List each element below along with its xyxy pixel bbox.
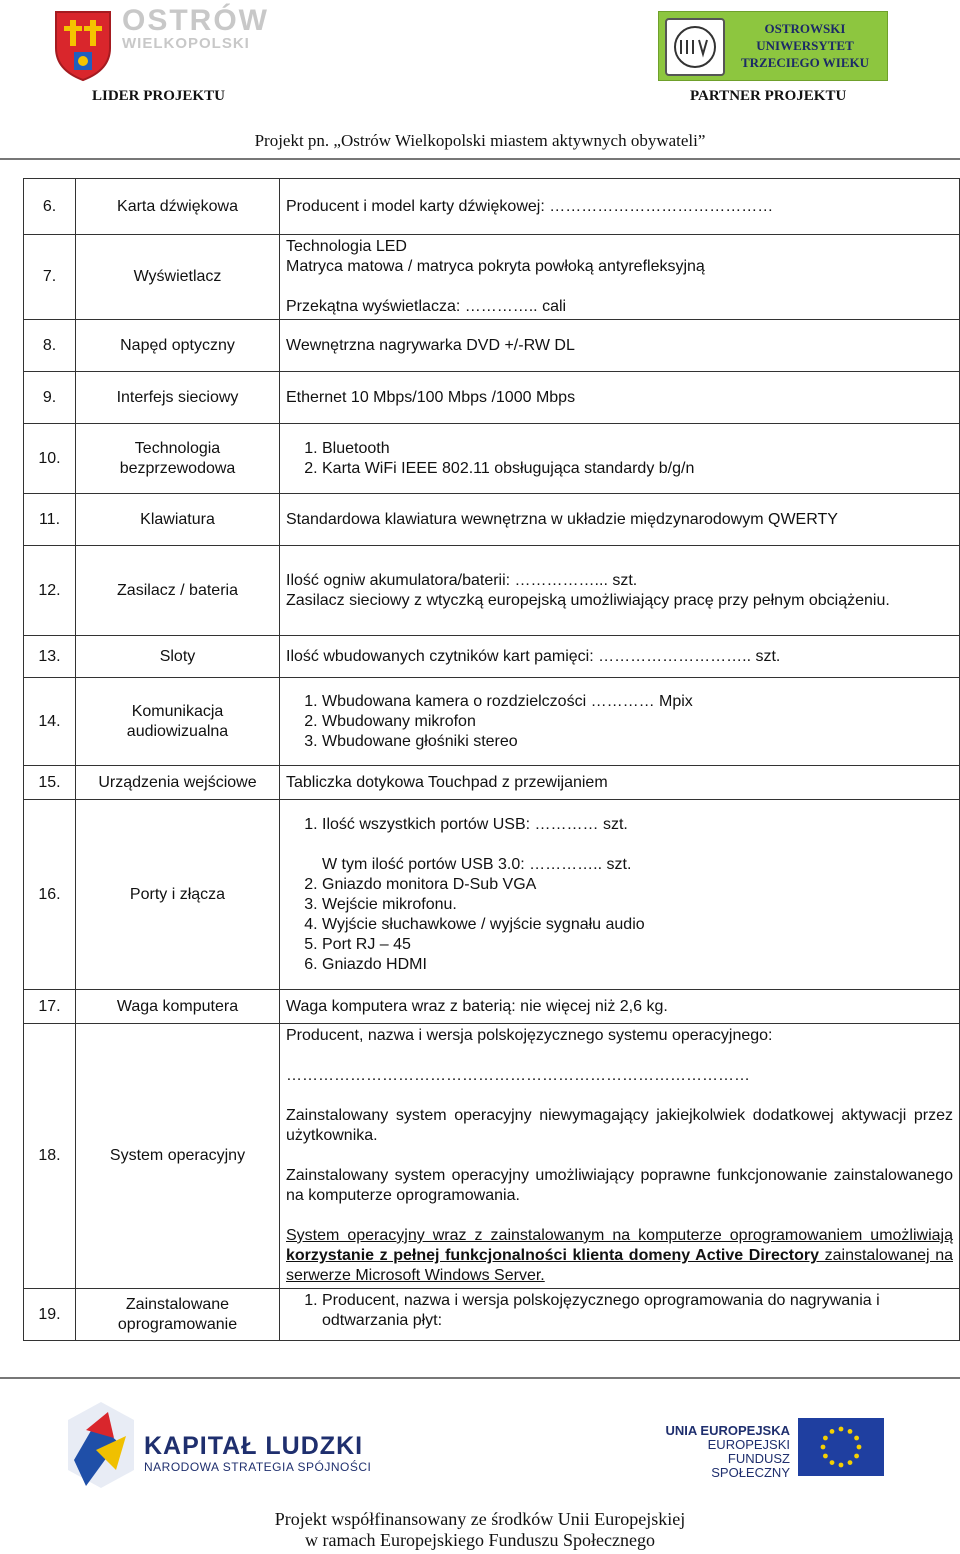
row-number: 18. [24,1024,76,1289]
kapital-ludzki-logo-icon [66,1400,136,1490]
table-row [24,372,960,424]
table-row [24,990,960,1024]
ostrow-wordmark [122,6,282,52]
desc-line: Zasilacz sieciowy z wtyczką europejską umożliwiający pracę przy pełnym obciążeniu. [286,591,890,609]
row-number: 15. [24,766,76,800]
row-description: Ethernet 10 Mbps/100 Mbps /1000 Mbps [280,372,960,424]
row-name-line: Technologia [134,439,221,457]
specification-table [23,178,960,1341]
row-number: 13. [24,636,76,678]
table-row [24,636,960,678]
desc-line: Technologia LED [286,238,407,255]
row-description [280,424,960,494]
row-description: Producent i model karty dźwiękowej: …………………………………… [280,179,960,235]
table-row [24,1289,960,1341]
list-item: 3. Wejście mikrofonu. [322,895,953,915]
table-row [24,494,960,546]
row-description: Standardowa klawiatura wewnętrzna w układzie międzynarodowym QWERTY [280,494,960,546]
table-row [24,678,960,766]
row-name-line: Komunikacja [131,702,224,720]
row-name: Wyświetlacz [76,235,280,320]
desc-paragraph-underlined [286,1226,953,1286]
desc-text: System operacyjny wraz z zainstalowanym na komputerze oprogramowaniem umożliwiają [286,1227,953,1244]
eu-line1: UNIA EUROPEJSKA [665,1423,790,1438]
header-divider [0,158,960,160]
row-description: Tabliczka dotykowa Touchpad z przewijaniem [280,766,960,800]
kapital-ludzki-title: KAPITAŁ LUDZKI [144,1432,364,1460]
row-name-line: bezprzewodowa [119,459,236,477]
table-row [24,179,960,235]
desc-text: zainstalowanej na serwerze Microsoft Windows Server. [286,1247,953,1284]
partner-label: PARTNER PROJEKTU [690,88,847,104]
row-number: 19. [24,1289,76,1341]
row-description [280,678,960,766]
list-item: 1. Producent, nazwa i wersja polskojęzycznego oprogramowania do nagrywania i odtwarzania płyt: [322,1291,953,1331]
desc-line: Przekątna wyświetlacza: ………….. cali [286,298,567,315]
row-description: Wewnętrzna nagrywarka DVD +/-RW DL [280,320,960,372]
desc-line: Ilość ogniw akumulatora/baterii: ……………... szt. [286,571,638,589]
row-name: Interfejs sieciowy [76,372,280,424]
row-name: Urządzenia wejściowe [76,766,280,800]
kapital-ludzki-subtitle: NARODOWA STRATEGIA SPÓJNOŚCI [144,1460,372,1474]
list-item: 6. Gniazdo HDMI [322,955,953,975]
row-name [76,424,280,494]
row-description [280,1289,960,1341]
partner-logo-text [729,20,881,71]
row-number: 14. [24,678,76,766]
list-item: 3. Wbudowane głośniki stereo [322,732,953,752]
row-name: Sloty [76,636,280,678]
table-row [24,424,960,494]
ostrow-crest-logo [52,8,114,82]
eu-line2: EUROPEJSKI [707,1437,790,1452]
row-name-line: audiowizualna [126,722,229,740]
row-name: System operacyjny [76,1024,280,1289]
cofinancing-note [0,1509,960,1551]
city-logo-line2: WIELKOPOLSKI [122,35,250,52]
row-description [280,800,960,990]
list-item [322,815,953,875]
partner-logo-line2: UNIWERSYTET [756,38,854,53]
partner-logo-line1: OSTROWSKI [764,21,846,36]
row-number: 10. [24,424,76,494]
row-name [76,1289,280,1341]
list-item: 4. Wyjście słuchawkowe / wyjście sygnału audio [322,915,953,935]
row-number: 8. [24,320,76,372]
university-emblem-icon [665,18,725,76]
footer-divider [0,1377,960,1379]
cofinancing-line2: w ramach Europejskiego Funduszu Społecznego [305,1530,655,1550]
row-name: Napęd optyczny [76,320,280,372]
row-name-line: oprogramowanie [117,1315,238,1333]
city-logo-line1: OSTRÓW [122,4,269,37]
row-name: Waga komputera [76,990,280,1024]
table-row [24,800,960,990]
project-title: Projekt pn. „Ostrów Wielkopolski miastem aktywnych obywateli” [254,131,706,150]
desc-list [286,815,953,975]
desc-line: Matryca matowa / matryca pokryta powłoką antyrefleksyjną [286,258,705,275]
row-name-line: Zainstalowane [125,1295,230,1313]
leader-label: LIDER PROJEKTU [92,88,225,104]
row-name: Porty i złącza [76,800,280,990]
partner-logo [658,11,888,81]
row-description [280,546,960,636]
row-name: Klawiatura [76,494,280,546]
list-item: 2. Karta WiFi IEEE 802.11 obsługująca standardy b/g/n [322,459,953,479]
row-name [76,678,280,766]
eu-fund-text [660,1424,790,1480]
list-item-text: 1. Ilość wszystkich portów USB: ………… szt. [322,815,628,833]
page-header [0,0,960,160]
row-description [280,235,960,320]
list-item: 2. Gniazdo monitora D-Sub VGA [322,875,953,895]
list-item: 2. Wbudowany mikrofon [322,712,953,732]
table-row [24,1024,960,1289]
table-row [24,235,960,320]
cofinancing-line1: Projekt współfinansowany ze środków Unii Europejskiej [274,1509,686,1529]
row-number: 17. [24,990,76,1024]
desc-line: Producent, nazwa i wersja polskojęzycznego systemu operacyjnego: [286,1027,773,1044]
desc-line: …………………………………………………………………………… [286,1067,750,1084]
row-number: 12. [24,546,76,636]
desc-paragraph: Zainstalowany system operacyjny niewymagający jakiejkolwiek dodatkowej aktywacji przez użytkownika. [286,1107,953,1144]
list-item-subtext: W tym ilość portów USB 3.0: ………….. szt. [322,855,632,873]
desc-list [286,439,953,479]
row-name: Zasilacz / bateria [76,546,280,636]
row-description [280,1024,960,1289]
desc-paragraph: Zainstalowany system operacyjny umożliwiający poprawne funkcjonowanie zainstalowanego na komputerze oprogramowania. [286,1167,953,1204]
list-item: 1. Wbudowana kamera o rozdzielczości ………… Mpix [322,692,953,712]
partner-logo-line3: TRZECIEGO WIEKU [741,55,869,70]
desc-text-bold: korzystanie z pełnej funkcjonalności klienta domeny Active Directory [286,1247,820,1264]
list-item: 5. Port RJ – 45 [322,935,953,955]
desc-list [286,1291,953,1331]
row-number: 11. [24,494,76,546]
table-row [24,320,960,372]
table-row [24,546,960,636]
row-number: 16. [24,800,76,990]
row-description: Ilość wbudowanych czytników kart pamięci: ……………………….. szt. [280,636,960,678]
row-name: Karta dźwiękowa [76,179,280,235]
list-item: 1. Bluetooth [322,439,953,459]
desc-list [286,692,953,752]
table-row [24,766,960,800]
eu-flag-icon [798,1418,884,1476]
row-number: 9. [24,372,76,424]
row-number: 7. [24,235,76,320]
row-description: Waga komputera wraz z baterią: nie więcej niż 2,6 kg. [280,990,960,1024]
row-number: 6. [24,179,76,235]
eu-line3: FUNDUSZ SPOŁECZNY [711,1451,790,1480]
